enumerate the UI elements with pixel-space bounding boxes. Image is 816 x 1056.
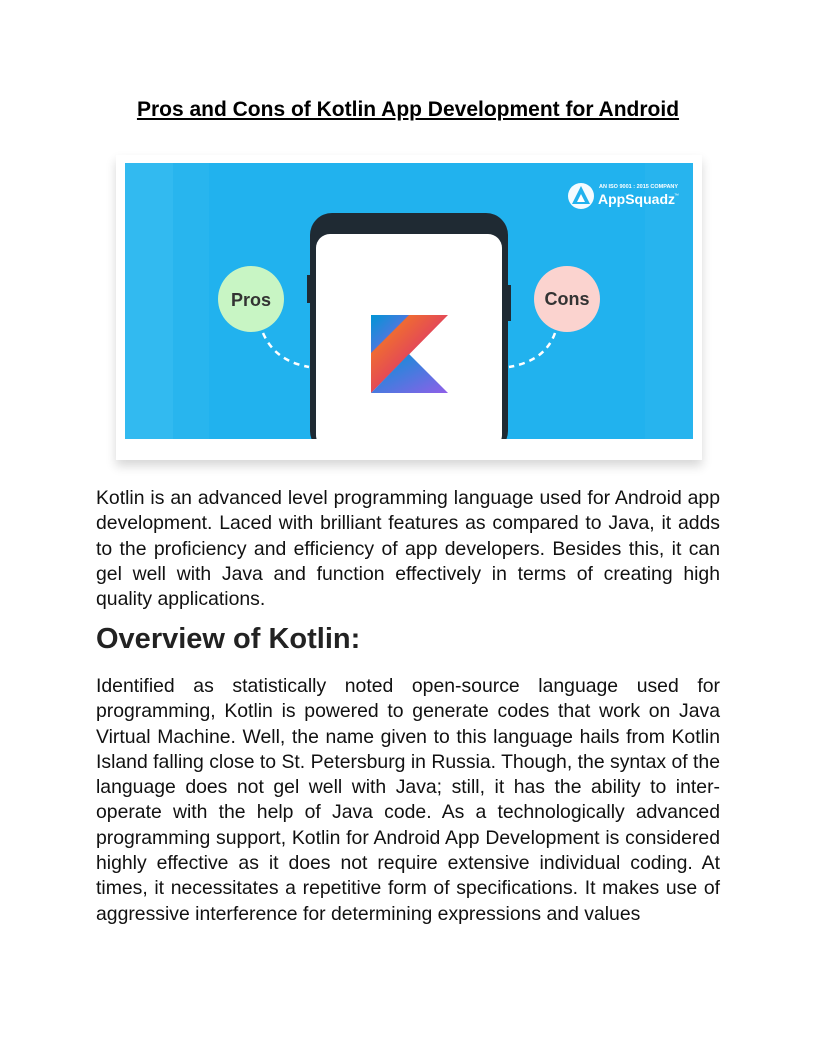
overview-paragraph: Identified as statistically noted open-source language used for programming, Kotlin is powered to generate codes that work on Java Virtual Machine. Well, the name given to this language hails from Kotlin Island falling close to St. Petersburg in Russia. Though, the syntax of the language does not gel well with Java; still, it has the ability to inter-operate with the help of Java code. As a technologically advanced programming support, Kotlin for Android App Development is considered highly effective as it does not require extensive individual coding. At times, it necessitates a repetitive form of specifications. It makes use of aggressive interference for determining expressions and values xyxy=(96,675,720,925)
logo-brand: AppSquadz xyxy=(598,191,675,207)
overview-heading: Overview of Kotlin: xyxy=(96,623,361,655)
hero-illustration xyxy=(125,163,693,439)
logo-tagline: AN ISO 9001 : 2015 COMPANY xyxy=(599,184,679,190)
pros-label: Pros xyxy=(230,290,272,310)
hero-figure xyxy=(116,155,702,460)
appsquadz-logo xyxy=(568,183,679,209)
intro-paragraph: Kotlin is an advanced level programming language used for Android app development. Laced with brilliant features as compared to Java, it adds to the proficiency and efficiency of app developers. Besides this, it can gel well with Java and function effectively in terms of creating high quality applications. xyxy=(96,487,720,611)
document-title: Pros and Cons of Kotlin App Development for Android xyxy=(136,98,680,121)
pros-bubble xyxy=(218,266,284,332)
cons-label: Cons xyxy=(544,289,590,309)
cons-bubble xyxy=(534,266,600,332)
logo-tm: ™ xyxy=(674,193,679,199)
